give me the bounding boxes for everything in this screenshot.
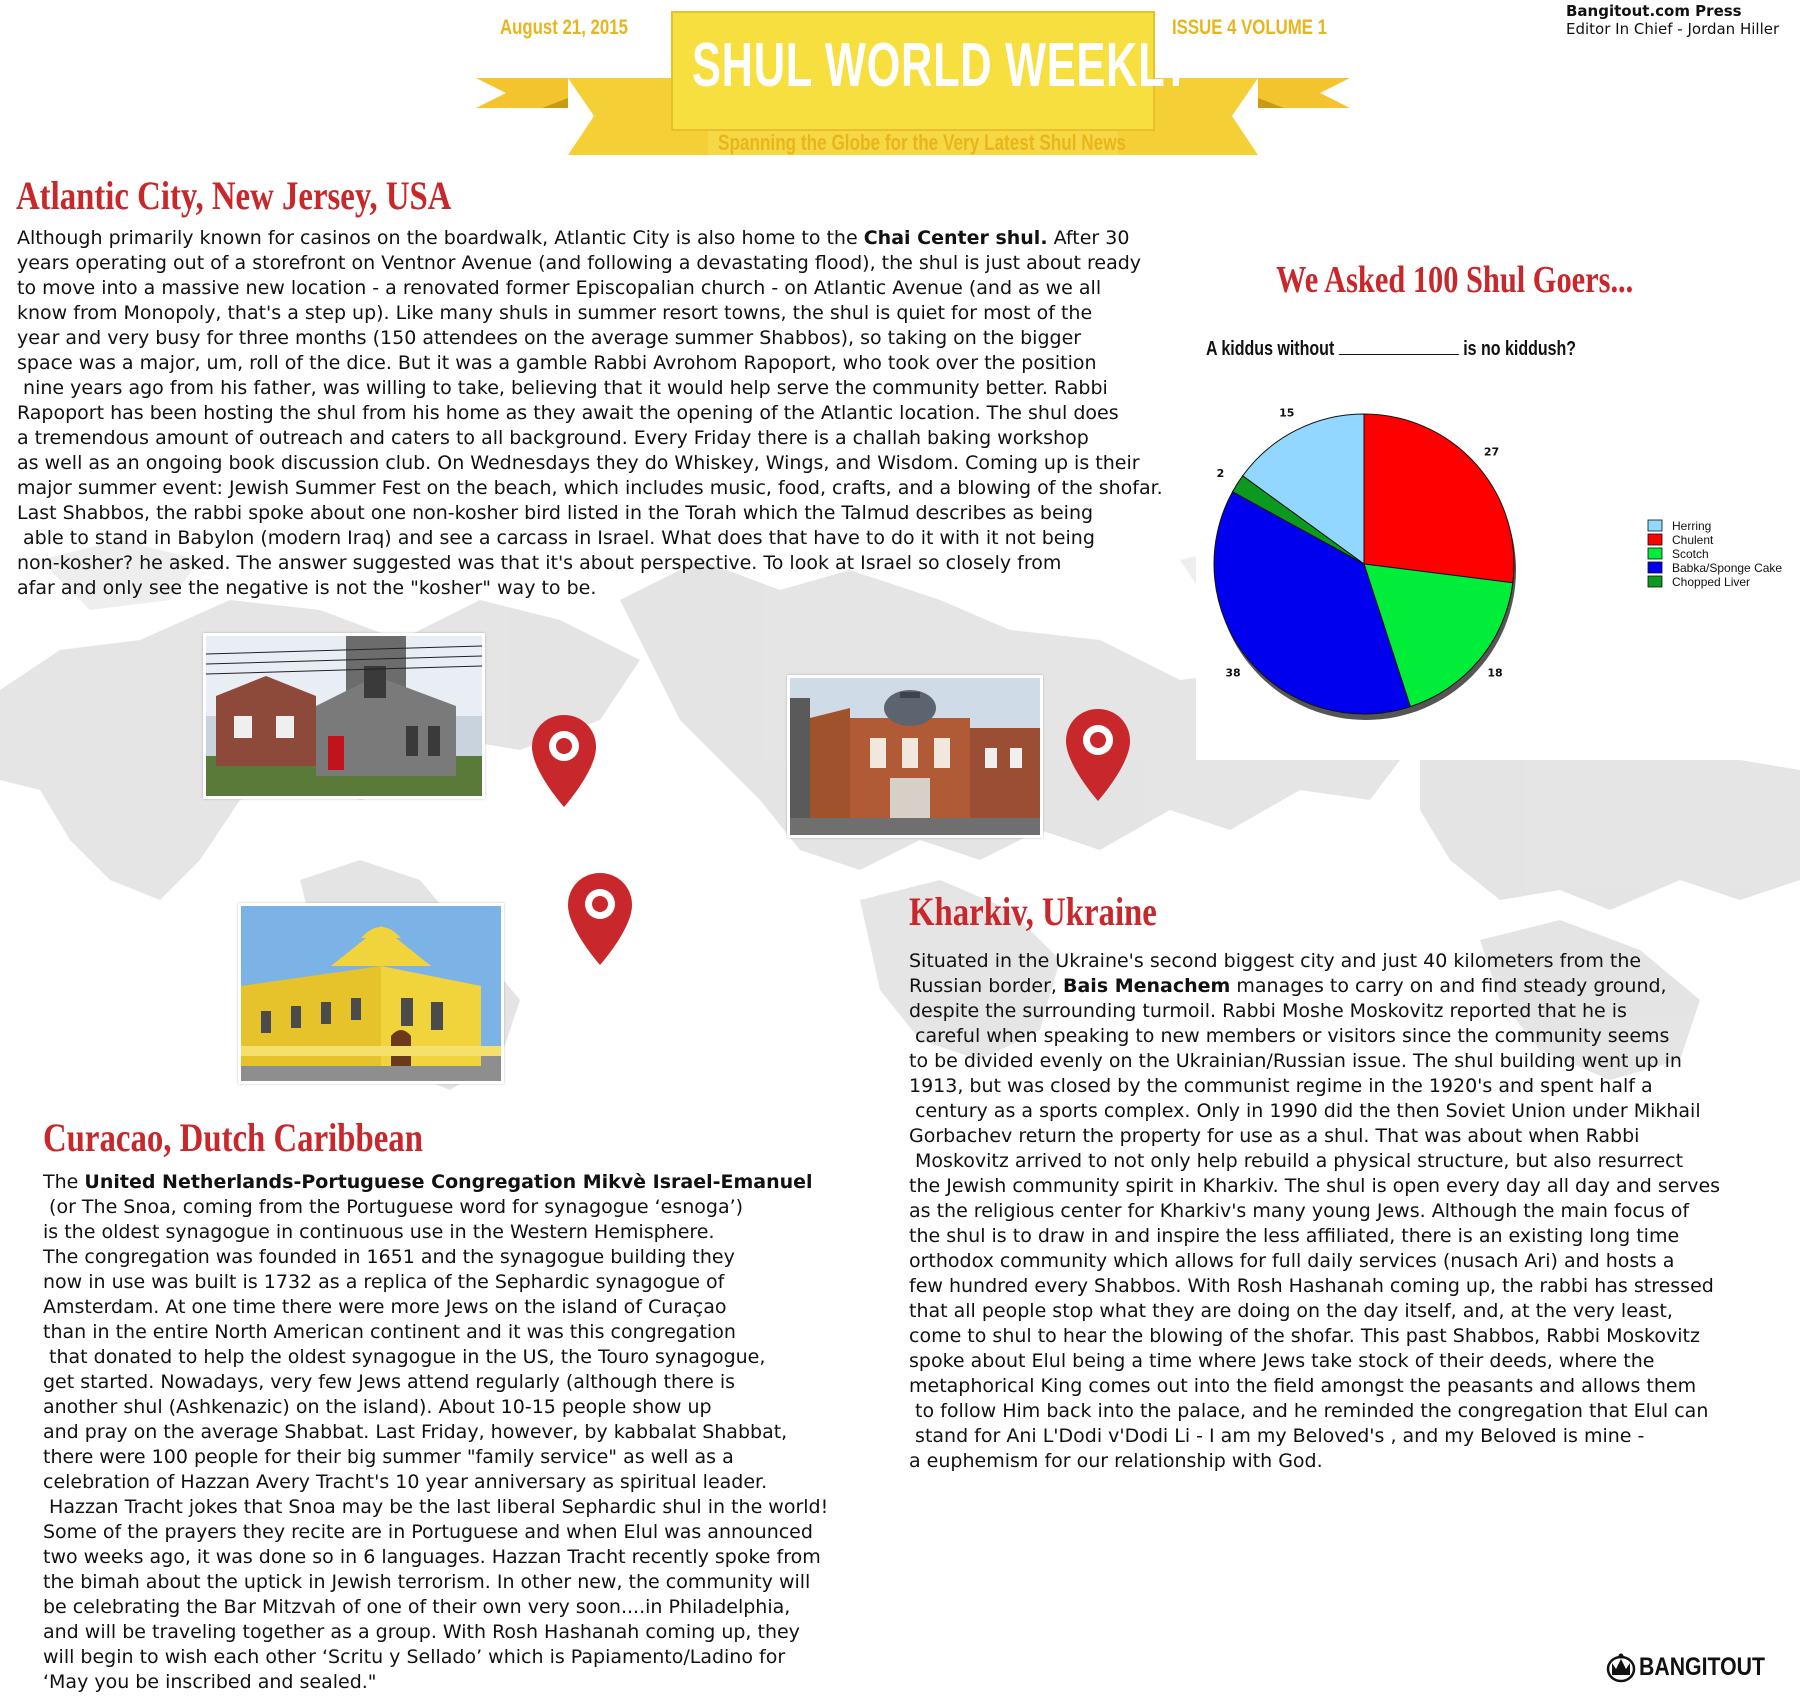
pie-value-label: 27 [1483, 445, 1500, 459]
kharkiv-map-pin-icon [1064, 707, 1132, 803]
text-run: Russian border, [909, 975, 1063, 997]
bangitout-logo [1606, 1651, 1787, 1683]
bold-text: Bais Menachem [1063, 975, 1231, 997]
text-run: the bimah about the uptick in Jewish terrorism. In other new, the community will [43, 1571, 811, 1593]
curacao-synagogue-image [241, 906, 501, 1081]
curacao-line [43, 1645, 923, 1670]
legend-entry: Babka/Sponge Cake [1672, 561, 1783, 575]
atlantic-heading: Atlantic City, New Jersey, USA [16, 173, 452, 218]
text-run: come to shul to hear the blowing of the shofar. This past Shabbos, Rabbi Moskovitz [909, 1325, 1700, 1347]
text-run: be celebrating the Bar Mitzvah of one of their own very soon....in Philadelphia, [43, 1596, 791, 1618]
atlantic-line [17, 401, 1247, 426]
curacao-line [43, 1295, 923, 1320]
text-run: nine years ago from his father, was willing to take, believing that it would help serve the community better. Rabbi [17, 377, 1108, 399]
text-run: 1913, but was closed by the communist regime in the 1920's and spent half a [909, 1075, 1653, 1097]
kharkiv-line [909, 1024, 1779, 1049]
curacao-line [43, 1395, 923, 1420]
pie-value-label: 38 [1225, 666, 1241, 680]
legend-swatch [1648, 576, 1662, 587]
text-run: than in the entire North American continent and it was this congregation [43, 1321, 736, 1343]
press-name: Bangitout.com Press [1566, 2, 1742, 20]
kharkiv-line [909, 1074, 1779, 1099]
mikve-israel-emanuel-photo [238, 903, 504, 1084]
legend-swatch [1648, 562, 1662, 573]
kharkiv-line [909, 1049, 1779, 1074]
kharkiv-line [909, 1374, 1779, 1399]
text-run: that all people stop what they are doing on the day itself, and, at the very least, [909, 1300, 1673, 1322]
curacao-line [43, 1470, 923, 1495]
kharkiv-line [909, 1299, 1779, 1324]
atlantic-line [17, 226, 1247, 251]
legend-swatch [1648, 548, 1662, 559]
curacao-line [43, 1545, 923, 1570]
atlantic-line [17, 576, 1247, 601]
kharkiv-line [909, 999, 1779, 1024]
issue-date: August 21, 2015 [500, 16, 628, 39]
text-run: Hazzan Tracht jokes that Snoa may be the last liberal Sephardic shul in the world! [43, 1496, 829, 1518]
bangitout-logo-text: BANGITOUT [1639, 1652, 1765, 1681]
kharkiv-line [909, 1099, 1779, 1124]
bold-text: Chai Center shul. [863, 227, 1048, 249]
text-run: will begin to wish each other ‘Scritu y Sellado’ which is Papiamento/Ladino for [43, 1646, 786, 1668]
text-run: The congregation was founded in 1651 and the synagogue building they [43, 1246, 735, 1268]
text-run: years operating out of a storefront on Ventnor Avenue (and following a devastating flood), the shul is just about ready [17, 252, 1142, 274]
poll-question-suffix: is no kiddush? [1463, 338, 1577, 360]
curacao-line [43, 1245, 923, 1270]
pie-chart [1196, 386, 1800, 760]
kharkiv-line [909, 1224, 1779, 1249]
text-run: get started. Nowadays, very few Jews attend regularly (although there is [43, 1371, 735, 1393]
kharkiv-line [909, 949, 1779, 974]
legend-swatch [1648, 520, 1662, 531]
text-run: afar and only see the negative is not the "kosher" way to be. [17, 577, 597, 599]
crown-logo-icon [1606, 1651, 1636, 1683]
atlantic-line [17, 251, 1247, 276]
legend-entry: Chulent [1672, 533, 1714, 547]
text-run: ‘May you be inscribed and sealed." [43, 1671, 377, 1693]
atlantic-line [17, 326, 1247, 351]
text-run: now in use was built is 1732 as a replica of the Sephardic synagogue of [43, 1271, 725, 1293]
text-run: metaphorical King comes out into the field amongst the peasants and allows them [909, 1375, 1697, 1397]
curacao-line [43, 1595, 923, 1620]
text-run: and will be traveling together as a group. With Rosh Hashanah coming up, they [43, 1621, 800, 1643]
text-run: as the religious center for Kharkiv's many young Jews. Although the main focus of [909, 1200, 1690, 1222]
text-run: space was a major, um, roll of the dice. But it was a gamble Rabbi Avrohom Rapoport, who took over the position [17, 352, 1097, 374]
text-run: to follow Him back into the palace, and he reminded the congregation that Elul can [909, 1400, 1709, 1422]
text-run: Although primarily known for casinos on the boardwalk, Atlantic City is also home to the [17, 227, 864, 249]
text-run: manages to carry on and find steady ground, [1230, 975, 1667, 997]
atlantic-line [17, 276, 1247, 301]
atlantic-line [17, 451, 1247, 476]
editor-in-chief: Editor In Chief - Jordan Hiller [1566, 20, 1780, 38]
text-run: Rapoport has been hosting the shul from his home as they await the opening of the Atlantic location. The shul does [17, 402, 1119, 424]
curacao-line [43, 1270, 923, 1295]
text-run: non-kosher? he asked. The answer suggested was that it's about perspective. To look at Israel so closely from [17, 552, 1062, 574]
text-run: a tremendous amount of outreach and caters to all background. Every Friday there is a challah baking workshop [17, 427, 1089, 449]
kharkiv-article-body [909, 949, 1779, 1474]
kharkiv-line [909, 1449, 1779, 1474]
text-run: Moskovitz arrived to not only help rebuild a physical structure, but also resurrect [909, 1150, 1684, 1172]
atlantic-line [17, 376, 1247, 401]
legend-entry: Chopped Liver [1672, 575, 1751, 589]
atlantic-line [17, 526, 1247, 551]
chai-center-church-image [206, 636, 482, 796]
text-run: another shul (Ashkenazic) on the island). About 10-15 people show up [43, 1396, 712, 1418]
text-run: year and very busy for three months (150 attendees on the average summer Shabbos), so taking on the bigger [17, 327, 1082, 349]
text-run: despite the surrounding turmoil. Rabbi Moshe Moskovitz reported that he is [909, 1000, 1627, 1022]
curacao-line [43, 1345, 923, 1370]
atlantic-line [17, 351, 1247, 376]
kharkiv-line [909, 1349, 1779, 1374]
bold-text: United Netherlands-Portuguese Congregation Mikvè Israel-Emanuel [84, 1171, 813, 1193]
kharkiv-synagogue-image [790, 678, 1040, 835]
curacao-map-pin-icon [566, 871, 634, 967]
kharkiv-line [909, 1199, 1779, 1224]
atlantic-city-map-pin-icon [530, 713, 598, 809]
atlantic-line [17, 301, 1247, 326]
poll-heading: We Asked 100 Shul Goers... [1276, 259, 1634, 301]
curacao-line [43, 1620, 923, 1645]
text-run: few hundred every Shabbos. With Rosh Hashanah coming up, the rabbi has stressed [909, 1275, 1714, 1297]
text-run: The [43, 1171, 85, 1193]
text-run: know from Monopoly, that's a step up). Like many shuls in summer resort towns, the shul is quiet for most of the [17, 302, 1093, 324]
atlantic-line [17, 551, 1247, 576]
curacao-line [43, 1570, 923, 1595]
text-run: century as a sports complex. Only in 1990 did the then Soviet Union under Mikhail [909, 1100, 1701, 1122]
text-run: two weeks ago, it was done so in 6 languages. Hazzan Tracht recently spoke from [43, 1546, 821, 1568]
pie-value-label: 15 [1279, 406, 1295, 420]
kharkiv-line [909, 1399, 1779, 1424]
text-run: the Jewish community spirit in Kharkiv. The shul is open every day all day and serves [909, 1175, 1721, 1197]
legend-entry: Scotch [1672, 547, 1709, 561]
poll-question-prefix: A kiddus without [1206, 338, 1335, 360]
masthead-title: SHUL WORLD WEEKLY [692, 31, 1191, 100]
poll-chart [1196, 386, 1800, 760]
text-run: orthodox community which allows for full daily services (nusach Ari) and hosts a [909, 1250, 1675, 1272]
text-run: celebration of Hazzan Avery Tracht's 10 year anniversary as spiritual leader. [43, 1471, 768, 1493]
text-run: Last Shabbos, the rabbi spoke about one non-kosher bird listed in the Torah which the Talmud describes as being [17, 502, 1094, 524]
text-run: Situated in the Ukraine's second biggest city and just 40 kilometers from the [909, 950, 1642, 972]
kharkiv-synagogue-photo [787, 675, 1043, 838]
kharkiv-heading: Kharkiv, Ukraine [909, 889, 1157, 934]
kharkiv-line [909, 1249, 1779, 1274]
text-run: to move into a massive new location - a renovated former Episcopalian church - on Atlantic Avenue (and as we all [17, 277, 1102, 299]
poll-question-blank [1339, 340, 1459, 355]
atlantic-line [17, 476, 1247, 501]
kharkiv-line [909, 1149, 1779, 1174]
curacao-heading: Curacao, Dutch Caribbean [43, 1115, 423, 1160]
pie-value-label: 2 [1216, 466, 1225, 480]
text-run: Amsterdam. At one time there were more Jews on the island of Curaçao [43, 1296, 727, 1318]
curacao-line [43, 1220, 923, 1245]
kharkiv-line [909, 1324, 1779, 1349]
curacao-line [43, 1320, 923, 1345]
curacao-line [43, 1420, 923, 1445]
curacao-line [43, 1445, 923, 1470]
kharkiv-line [909, 1274, 1779, 1299]
poll-question [1206, 338, 1576, 361]
curacao-article-body [43, 1170, 923, 1695]
text-run: that donated to help the oldest synagogue in the US, the Touro synagogue, [43, 1346, 766, 1368]
issue-number: ISSUE 4 VOLUME 1 [1172, 16, 1327, 39]
text-run: careful when speaking to new members or visitors since the community seems [909, 1025, 1670, 1047]
text-run: there were 100 people for their big summer "family service" as well as a [43, 1446, 734, 1468]
atlantic-line [17, 426, 1247, 451]
curacao-line [43, 1495, 923, 1520]
text-run: the shul is to draw in and inspire the less affiliated, there is an existing long time [909, 1225, 1680, 1247]
pie-value-label: 18 [1487, 666, 1503, 680]
text-run: major summer event: Jewish Summer Fest on the beach, which includes music, food, crafts, and a blowing of the shofar. [17, 477, 1163, 499]
text-run: Gorbachev return the property for use as a shul. That was about when Rabbi [909, 1125, 1640, 1147]
text-run: as well as an ongoing book discussion club. On Wednesdays they do Whiskey, Wings, and Wisdom. Coming up is their [17, 452, 1140, 474]
curacao-line [43, 1520, 923, 1545]
legend-swatch [1648, 534, 1662, 545]
text-run: Some of the prayers they recite are in Portuguese and when Elul was announced [43, 1521, 813, 1543]
kharkiv-line [909, 1174, 1779, 1199]
atlantic-article-body [17, 226, 1247, 601]
curacao-line [43, 1670, 923, 1695]
text-run: and pray on the average Shabbat. Last Friday, however, by kabbalat Shabbat, [43, 1421, 788, 1443]
curacao-line [43, 1195, 923, 1220]
kharkiv-line [909, 1124, 1779, 1149]
text-run: able to stand in Babylon (modern Iraq) and see a carcass in Israel. What does that have to do it with it not being [17, 527, 1095, 549]
text-run: stand for Ani L'Dodi v'Dodi Li - I am my Beloved's , and my Beloved is mine - [909, 1425, 1645, 1447]
text-run: a euphemism for our relationship with God. [909, 1450, 1323, 1472]
pie-slice-chulent [1364, 414, 1514, 583]
chai-center-photo [203, 633, 485, 799]
atlantic-line [17, 501, 1247, 526]
kharkiv-line [909, 1424, 1779, 1449]
curacao-line [43, 1170, 923, 1195]
text-run: (or The Snoa, coming from the Portuguese word for synagogue ‘esnoga’) [43, 1196, 744, 1218]
text-run: is the oldest synagogue in continuous use in the Western Hemisphere. [43, 1221, 715, 1243]
text-run: After 30 [1047, 227, 1130, 249]
text-run: to be divided evenly on the Ukrainian/Russian issue. The shul building went up in [909, 1050, 1682, 1072]
curacao-line [43, 1370, 923, 1395]
masthead-tagline: Spanning the Globe for the Very Latest Shul News [718, 130, 1127, 155]
text-run: spoke about Elul being a time where Jews take stock of their deeds, where the [909, 1350, 1655, 1372]
kharkiv-line [909, 974, 1779, 999]
legend-entry: Herring [1672, 519, 1712, 533]
